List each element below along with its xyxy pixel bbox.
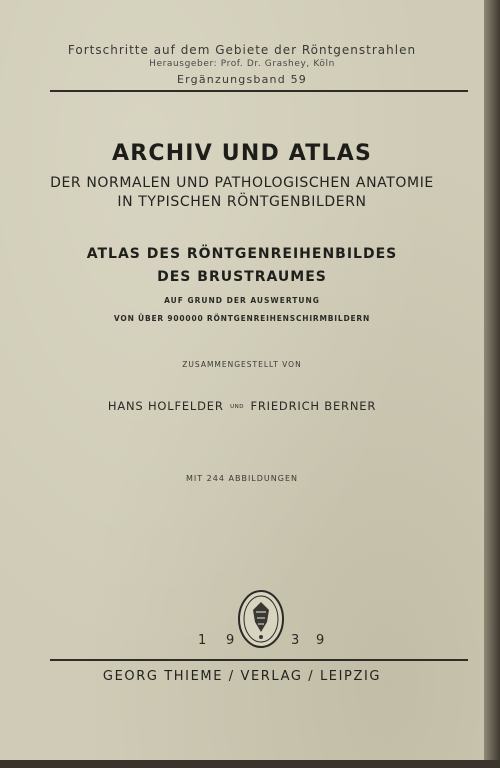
compiled-by: ZUSAMMENGESTELLT VON — [182, 360, 302, 369]
year-digit-4: 9 — [316, 633, 325, 648]
illustrations-count: MIT 244 ABBILDUNGEN — [185, 474, 298, 483]
author-connector: UND — [230, 403, 244, 410]
year-digit-1: 1 — [198, 633, 207, 648]
top-rule — [50, 90, 468, 92]
publisher-seal-icon — [236, 588, 286, 650]
atlas-title-line-1: ATLAS DES RÖNTGENREIHENBILDES — [86, 246, 398, 262]
basis-line-1: AUF GRUND DER AUSWERTUNG — [164, 296, 320, 305]
year-digit-2: 9 — [226, 633, 235, 648]
author-2: FRIEDRICH BERNER — [250, 399, 377, 413]
atlas-title-line-2: DES BRUSTRAUMES — [157, 269, 327, 285]
subtitle-line-1: DER NORMALEN UND PATHOLOGISCHEN ANATOMIE — [50, 175, 434, 191]
authors — [0, 399, 484, 413]
main-title: ARCHIV UND ATLAS — [111, 141, 372, 166]
basis-line-2: VON ÜBER 900000 RÖNTGENREIHENSCHIRMBILDERN — [113, 314, 371, 323]
year-digit-3: 3 — [291, 633, 300, 648]
series-editor: Herausgeber: Prof. Dr. Grashey, Köln — [149, 59, 335, 69]
subtitle-line-2: IN TYPISCHEN RÖNTGENBILDERN — [117, 194, 367, 210]
series-title: Fortschritte auf dem Gebiete der Röntgenstrahlen — [67, 43, 417, 57]
page-edge — [484, 0, 500, 768]
bottom-rule — [50, 659, 468, 661]
page-bottom-edge — [0, 760, 500, 768]
series-volume: Ergänzungsband 59 — [177, 73, 307, 86]
publisher: GEORG THIEME / VERLAG / LEIPZIG — [102, 669, 382, 684]
author-1: HANS HOLFELDER — [107, 399, 224, 413]
